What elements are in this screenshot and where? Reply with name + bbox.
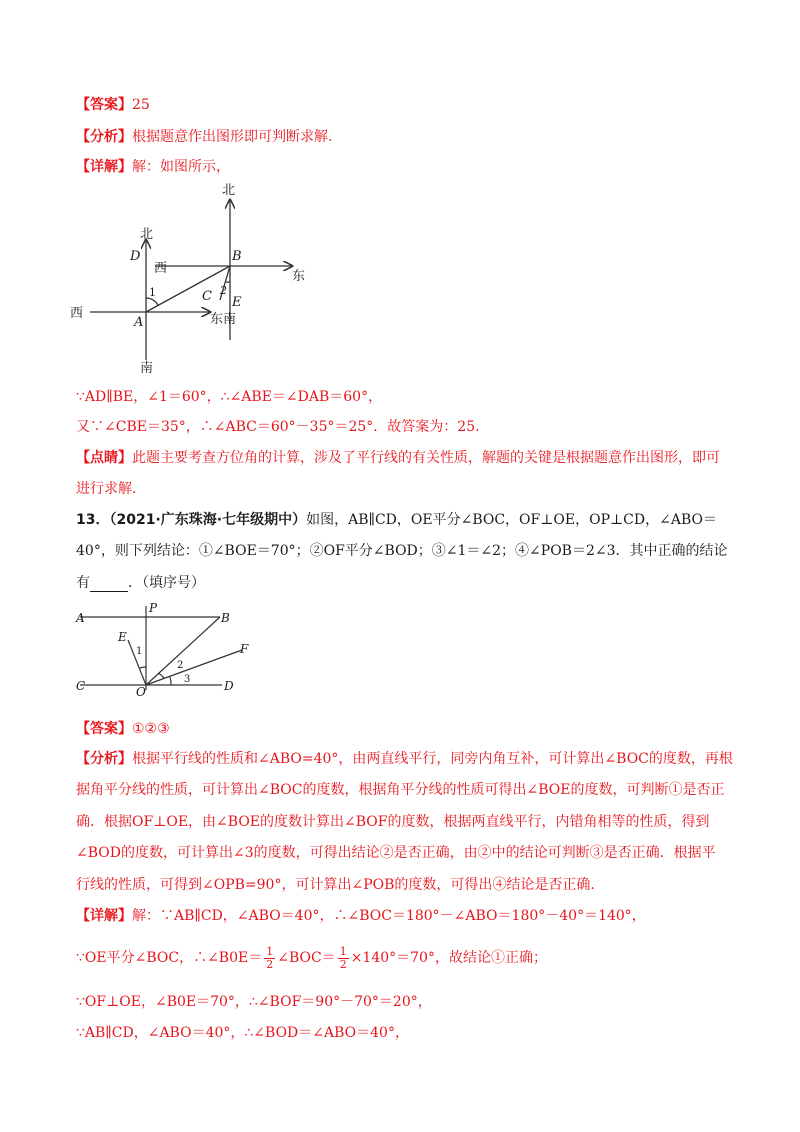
analysis-tag: 【分析】	[76, 129, 132, 145]
answer-value-13: ①②③	[132, 721, 170, 737]
detail-tag: 【详解】	[76, 159, 132, 175]
label-d: D	[130, 249, 141, 264]
label-c: C	[202, 289, 212, 304]
analysis-tag-13: 【分析】	[76, 751, 132, 767]
analysis-line-12	[76, 128, 332, 146]
detail-text-13-2a: ∵OE平分∠BOC，∴∠B0E＝	[76, 950, 263, 966]
parallel-lines-diagram	[70, 598, 250, 698]
label-a: A	[134, 315, 144, 330]
label-d-13: D	[224, 679, 234, 693]
detail-tag-13: 【详解】	[76, 908, 132, 924]
label-b: B	[232, 249, 242, 264]
detail-text: 解：如图所示，	[132, 159, 230, 175]
fraction-half-1	[264, 946, 275, 971]
frac-den-2: 2	[339, 957, 347, 971]
label-west-mid: 西	[154, 261, 168, 276]
label-east: 东	[292, 269, 306, 284]
label-west-left: 西	[70, 306, 84, 321]
q13-number: 13．	[76, 512, 110, 528]
bearing-diagram	[60, 180, 340, 375]
q13-line2: 40°，则下列结论：①∠BOE＝70°；②OF平分∠BOD；③∠1＝∠2；④∠POB＝2∠3．其中正确的结论	[76, 543, 728, 559]
analysis-line-13-4: ∠BOD的度数，可计算出∠3的度数，可得出结论②是否正确，由②中的结论可判断③是否正确．根据平	[76, 845, 716, 861]
step1-line: ∵AD∥BE，∠1＝60°，∴∠ABE＝∠DAB＝60°，	[76, 389, 383, 405]
q13-suffix: ．（填序号）	[128, 575, 205, 591]
answer-line-12	[76, 96, 150, 114]
frac-num-1: 1	[266, 944, 274, 958]
q13-text-1: 如图，AB∥CD，OE平分∠BOC，OF⊥OE，OP⊥CD，∠ABO＝	[306, 512, 717, 528]
label-south: 南	[140, 361, 154, 375]
detail-line-13-1	[76, 907, 646, 925]
answer-tag: 【答案】	[76, 97, 132, 113]
label-e-13: E	[118, 630, 127, 644]
analysis-line-13-1	[76, 750, 733, 768]
detail-line-13-2	[76, 945, 547, 971]
answer-blank[interactable]	[90, 577, 128, 592]
label-angle3-13: 3	[184, 674, 191, 685]
label-angle2: 2	[220, 284, 227, 297]
angle2-arc-13	[158, 673, 164, 678]
label-angle1: 1	[149, 286, 156, 299]
comment-line-2: 进行求解.	[76, 481, 137, 497]
label-e: E	[232, 295, 242, 310]
detail-text-13-2c: ×140°＝70°，故结论①正确；	[350, 950, 547, 966]
line-ob	[146, 617, 220, 685]
label-angle2-13: 2	[177, 660, 184, 671]
q13-source: （2021·广东珠海·七年级期中）	[109, 512, 307, 528]
analysis-text-13-1: 根据平行线的性质和∠ABO=40°，由两直线平行，同旁内角互补，可计算出∠BOC的度数，再根	[132, 751, 733, 767]
label-north-left: 北	[140, 227, 154, 242]
fraction-half-2	[338, 946, 349, 971]
frac-num-2: 1	[339, 944, 347, 958]
label-southeast: 东南	[210, 312, 237, 327]
detail-text-13-1: 解：∵AB∥CD，∠ABO＝40°，∴∠BOC＝180°－∠ABO＝180°－40°＝140°，	[132, 908, 646, 924]
label-p-13: P	[149, 601, 158, 615]
detail-line-13-4: ∵AB∥CD，∠ABO＝40°，∴∠BOD＝∠ABO＝40°，	[76, 1025, 409, 1041]
q13-prefix: 有	[76, 575, 90, 591]
analysis-line-13-5: 行线的性质，可得到∠OPB=90°，可计算出∠POB的度数，可得出④结论是否正确.	[76, 877, 595, 893]
label-a-13: A	[76, 611, 85, 625]
detail-text-13-2b: ∠BOC＝	[277, 950, 336, 966]
angle1-arc-13	[140, 667, 146, 668]
analysis-text: 根据题意作出图形即可判断求解.	[132, 129, 333, 145]
step2-line: 又∵∠CBE＝35°，∴∠ABC＝60°－35°＝25°．故答案为：25.	[76, 419, 480, 435]
comment-text-1: 此题主要考查方位角的计算，涉及了平行线的有关性质，解题的关键是根据题意作出图形，即可	[132, 450, 720, 466]
q13-line1	[76, 511, 717, 529]
angle3-arc-13	[170, 677, 171, 685]
label-angle1-13: 1	[136, 646, 143, 657]
q13-line3	[76, 574, 205, 592]
detail-line-12	[76, 158, 230, 176]
answer-tag-13: 【答案】	[76, 721, 132, 737]
answer-line-13	[76, 720, 170, 738]
label-f-13: F	[240, 642, 249, 656]
detail-line-13-3: ∵OF⊥OE，∠B0E＝70°，∴∠BOF＝90°－70°＝20°，	[76, 994, 432, 1010]
angle1-arc	[146, 298, 158, 305]
label-b-13: B	[221, 611, 230, 625]
analysis-line-13-2: 据角平分线的性质，可计算出∠BOC的度数，根据角平分线的性质可得出∠BOE的度数，可判断①是否正	[76, 782, 725, 798]
label-c-13: C	[76, 679, 86, 693]
label-north-top: 北	[222, 183, 236, 198]
answer-value: 25	[132, 97, 150, 113]
comment-line-1	[76, 449, 720, 467]
comment-tag: 【点睛】	[76, 450, 132, 466]
analysis-line-13-3: 确．根据OF⊥OE，由∠BOE的度数计算出∠BOF的度数，根据两直线平行，内错角相等的性质，得到	[76, 814, 710, 830]
frac-den-1: 2	[266, 957, 274, 971]
label-o-13: O	[136, 685, 146, 698]
